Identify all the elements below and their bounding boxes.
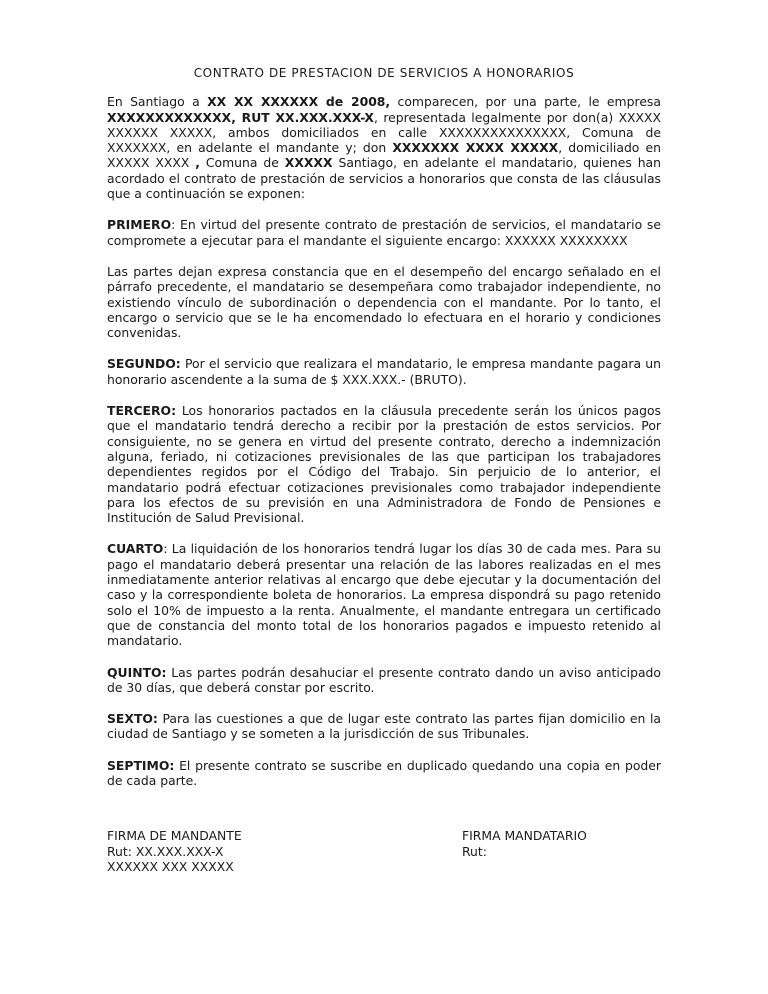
- clause-text: Para las cuestiones a que de lugar este contrato las partes fijan domicilio en la ciudad de Santiago y se someten a la jurisdicción de sus Tribunales.: [107, 711, 661, 742]
- clause-label: SEXTO:: [107, 711, 158, 727]
- clause-label: CUARTO: [107, 541, 164, 557]
- clause-primero: [107, 217, 661, 248]
- clause-text: Los honorarios pactados en la cláusula precedente serán los únicos pagos que el mandatario tendrá derecho a recibir por la prestación de estos servicios. Por consiguiente, no se genera en virtud del presente contrato, derecho a indemnización alguna, feriado, ni cotizaciones previsionales de las que participan los trabajadores dependientes regidos por el Código del Trabajo. Sin perjuicio de lo anterior, el mandatario podrá efectuar cotizaciones previsionales como trabajador independiente para los efectos de su previsión en una Administradora de Fondo de Pensiones e Institución de Salud Previsional.: [107, 403, 661, 526]
- clause-septimo: [107, 758, 661, 789]
- signature-title: FIRMA DE MANDANTE: [107, 828, 242, 843]
- clause-sexto: [107, 711, 661, 742]
- clause-cuarto: [107, 541, 661, 648]
- clause-label: TERCERO:: [107, 403, 177, 419]
- clause-text: Por el servicio que realizara el mandatario, le empresa mandante pagara un honorario ascendente a la suma de $ XXX.XXX.- (BRUTO).: [107, 356, 661, 387]
- intro-paragraph: [107, 94, 661, 201]
- intro-text-6: Santiago, en adelante el mandatario, quienes han acordado el contrato de prestación de servicios a honorarios que consta de las cláusulas que a continuación se exponen:: [107, 155, 661, 202]
- intro-text-2: comparecen, por una parte, le empresa: [390, 94, 661, 110]
- intro-text-1: En Santiago a: [107, 94, 208, 110]
- contract-document: [107, 66, 661, 804]
- clause-text: : En virtud del presente contrato de prestación de servicios, el mandatario se compromete a ejecutar para el mandante el siguiente encargo: XXXXXX XXXXXXXX: [107, 217, 661, 248]
- clause-label: SEPTIMO:: [107, 757, 175, 773]
- intro-commune: XXXXX: [284, 155, 333, 171]
- clause-text: Las partes podrán desahuciar el presente contrato dando un aviso anticipado de 30 días, que deberá constar por escrito.: [107, 664, 661, 695]
- signature-title: FIRMA MANDATARIO: [462, 828, 587, 843]
- signature-rut: Rut: XX.XXX.XXX-X: [107, 843, 224, 859]
- clause-quinto: [107, 665, 661, 696]
- clause-text: El presente contrato se suscribe en duplicado quedando una copia en poder de cada parte.: [107, 757, 661, 788]
- clause-text: : La liquidación de los honorarios tendrá lugar los días 30 de cada mes. Para su pago el mandatario deberá presentar una relación de las labores realizadas en el mes inmediatamente anterior relativas al encargo que debe ejecutar y la documentación del caso y la correspondiente boleta de honorarios. La empresa dispondrá su pago retenido solo el 10% de impuesto a la renta. Anualmente, el mandante entregara un certificado que de constancia del monto total de los honorarios pagados e impuesto retenido al mandatario.: [107, 541, 661, 649]
- intro-text-4: , domiciliado en XXXXX XXXX: [107, 140, 661, 171]
- clause-segundo: [107, 356, 661, 387]
- intro-text-5: Comuna de: [199, 155, 285, 171]
- clause-primero-extra: Las partes dejan expresa constancia que en el desempeño del encargo señalado en el párrafo precedente, el mandatario se desempeñara como trabajador independiente, no existiendo vínculo de subordinación o dependencia con el mandante. Por lo tanto, el encargo o servicio que se le ha encomendado lo efectuara en el horario y condiciones convenidas.: [107, 263, 661, 341]
- intro-company: XXXXXXXXXXXXX, RUT XX.XXX.XXX-X: [107, 109, 374, 125]
- signature-name: XXXXXX XXX XXXXX: [107, 859, 234, 874]
- clause-label: PRIMERO: [107, 217, 172, 233]
- intro-date: XX XX XXXXXX de 2008,: [207, 94, 391, 110]
- clause-label: SEGUNDO:: [107, 356, 181, 372]
- intro-text-3: , representada legalmente por don(a) XXXXX XXXXXX XXXXX, ambos domiciliados en calle XXXXXXXXXXXXXXX, Comuna de XXXXXXX, en adelante el mandante y; don: [107, 109, 662, 156]
- document-title: CONTRATO DE PRESTACION DE SERVICIOS A HONORARIOS: [193, 66, 575, 80]
- signature-mandante: [107, 828, 407, 875]
- signature-mandatario: [462, 828, 662, 859]
- clause-label: QUINTO:: [107, 664, 167, 680]
- intro-comma: ,: [195, 155, 200, 171]
- intro-agent-name: XXXXXXX XXXX XXXXX: [392, 140, 559, 156]
- clause-tercero: [107, 403, 661, 525]
- signature-rut: Rut:: [462, 843, 487, 859]
